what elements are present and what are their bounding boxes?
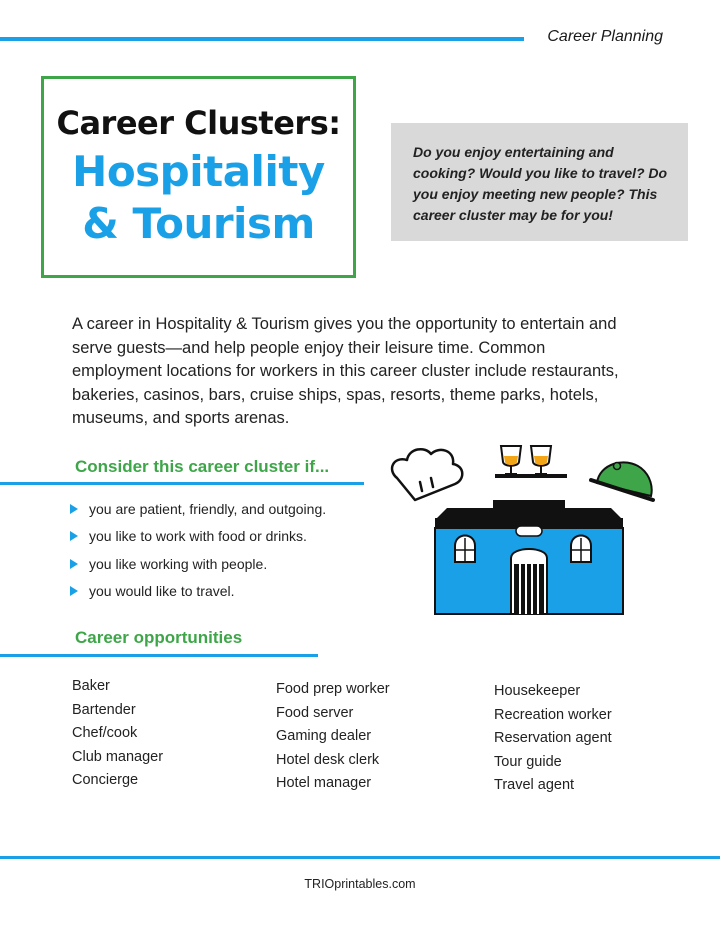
chef-hat-icon: [392, 449, 462, 500]
bullet-triangle-icon: [70, 559, 78, 569]
list-item: Gaming dealer: [276, 728, 372, 744]
hotel-building-icon: [435, 500, 623, 614]
header-rule: [0, 37, 524, 41]
title-box: [41, 76, 356, 278]
list-item: you are patient, friendly, and outgoing.: [70, 495, 326, 523]
title-line-1: Career Clusters:: [56, 104, 341, 142]
opportunities-heading: Career opportunities: [75, 628, 243, 647]
cloche-icon: [591, 462, 653, 500]
list-item: Housekeeper: [494, 683, 581, 699]
list-item: Food prep worker: [276, 681, 390, 697]
list-item: Club manager: [72, 748, 164, 765]
list-item: Tour guide: [494, 753, 562, 770]
callout-box: [391, 123, 688, 241]
careers-column-1: [72, 675, 163, 793]
list-item: Concierge: [72, 772, 139, 788]
list-item: Bartender: [72, 701, 136, 718]
list-item: you would like to travel.: [70, 578, 326, 606]
careers-column-2: [276, 678, 390, 796]
list-item: Recreation worker: [494, 706, 612, 723]
list-item: Hotel manager: [276, 775, 372, 791]
title-line-3: & Tourism: [82, 199, 315, 248]
title-line-2: Hospitality: [72, 147, 325, 196]
wine-glasses-icon: [495, 446, 567, 476]
list-item: you like working with people.: [70, 550, 326, 578]
footer-rule: [0, 856, 720, 859]
list-item: Reservation agent: [494, 730, 612, 746]
bullet-triangle-icon: [70, 504, 78, 514]
callout-text: Do you enjoy entertaining and cooking? Would you like to travel? Do you enjoy meeting new people? This career cluster may be for you!: [413, 144, 668, 223]
list-item: Chef/cook: [72, 725, 138, 741]
hospitality-illustration: [385, 440, 675, 620]
bullet-triangle-icon: [70, 531, 78, 541]
consider-rule: [0, 482, 364, 485]
careers-column-3: [494, 680, 612, 798]
list-item: you like to work with food or drinks.: [70, 523, 326, 551]
opportunities-rule: [0, 654, 318, 657]
list-item: Travel agent: [494, 777, 575, 793]
consider-heading: Consider this career cluster if...: [75, 457, 330, 476]
list-item: Baker: [72, 678, 110, 694]
intro-paragraph: A career in Hospitality & Tourism gives you the opportunity to entertain and serve guests—and help people enjoy their leisure time. Common employment locations for workers in this career cluster include restaurants, bakeries, casinos, bars, cruise ships, spas, resorts, theme parks, hotels, museums, and sports arenas.: [72, 315, 619, 427]
footer-site: TRIOprintables.com: [304, 877, 416, 891]
consider-list: [70, 495, 326, 605]
bullet-triangle-icon: [70, 586, 78, 596]
list-item: Food server: [276, 704, 354, 721]
category-label: Career Planning: [547, 28, 663, 45]
list-item: Hotel desk clerk: [276, 751, 380, 768]
